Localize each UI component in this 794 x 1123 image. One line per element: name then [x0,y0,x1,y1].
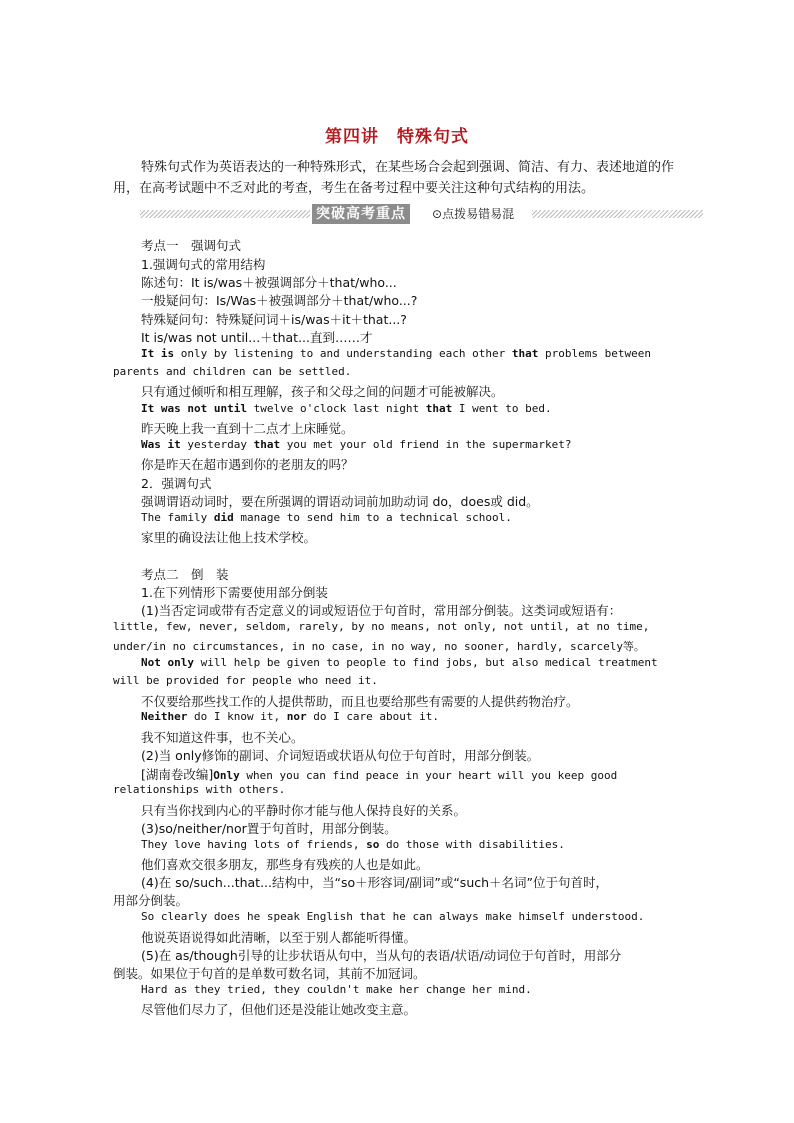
emphasis: Was it [141,438,181,451]
translation: 他说英语说得如此清晰，以至于别人都能听得懂。 [141,930,417,945]
body-line: little, few, never, seldom, rarely, by no means, not only, not until, at no time, [113,620,650,633]
text: I went to bed. [452,402,552,415]
example-sentence [141,710,439,723]
banner-hatch-left [140,210,310,218]
text: do I know it, [187,710,287,723]
translation: 他们喜欢交很多朋友，那些身有残疾的人也是如此。 [141,857,429,872]
example-sentence [141,402,552,415]
text: do those with disabilities. [379,838,565,851]
text: you met your old friend in the supermarket? [280,438,572,451]
text: only by listening to and understanding each other [174,347,512,360]
emphasis: nor [286,710,307,723]
example-sentence [141,656,658,669]
page-title: 第四讲 特殊句式 [325,127,469,147]
body-line: 用部分倒装。 [113,893,189,908]
translation: 不仅要给那些找工作的人提供帮助，而且也要给那些有需要的人提供药物治疗。 [141,694,579,709]
body-line: 一般疑问句：Is/Was＋被强调部分＋that/who...? [141,293,418,308]
translation: 我不知道这件事，也不关心。 [141,730,304,745]
sub-heading: 1.在下列情形下需要使用部分倒装 [141,585,328,600]
body-line: 特殊疑问句：特殊疑问词＋is/was＋it＋that...? [141,312,407,327]
target-icon: ⊙ [432,207,443,221]
section-banner [140,204,703,224]
text: problems between [538,347,651,360]
translation: 你是昨天在超市遇到你的老朋友的吗？ [141,457,354,472]
translation: 只有当你找到内心的平静时你才能与他人保持良好的关系。 [141,803,467,818]
section-heading-emphasis: 考点一 强调句式 [141,238,242,253]
source-tag: [湖南卷改编] [141,767,214,782]
translation: 家里的确设法让他上技术学校。 [141,530,317,545]
banner-main-label: 突破高考重点 [312,204,410,224]
body-line: under/in no circumstances, in no case, in no way, no sooner, hardly, scarcely等。 [113,640,645,653]
example-sentence: will be provided for people who need it. [113,674,378,687]
body-line: 强调谓语动词时，要在所强调的谓语动词前加助动词 do，does或 did。 [141,494,539,509]
text: They love having lots of friends, [141,838,367,851]
text: when you can find peace in your heart will you keep good [239,769,618,782]
emphasis: that [511,347,539,360]
text: The family [141,511,214,524]
text: twelve o'clock last night [246,402,426,415]
example-sentence: relationships with others. [113,783,286,796]
example-sentence: Hard as they tried, they couldn't make her change her mind. [141,983,532,996]
sub-heading: 1.强调句式的常用结构 [141,257,266,272]
example-sentence [141,438,572,451]
emphasis: did [213,511,234,524]
emphasis: It is [141,347,175,360]
text: do I care about it. [306,710,440,723]
emphasis: that [253,438,281,451]
emphasis: It was not until [141,402,247,415]
emphasis: Only [213,769,240,782]
section-heading-inversion: 考点二 倒 装 [141,567,229,582]
example-sentence [141,765,617,783]
body-line: (1)当否定词或带有否定意义的词或短语位于句首时，常用部分倒装。这类词或短语有： [141,603,622,618]
example-sentence [141,511,512,524]
banner-sub-label: 点拨易错易混 [442,207,515,221]
example-sentence [141,838,565,851]
emphasis: Not only [141,656,194,669]
body-line: (5)在 as/though引导的让步状语从句中，当从句的表语/状语/动词位于句首时，用部分 [141,948,622,963]
example-sentence: So clearly does he speak English that he can always make himself understood. [141,910,645,923]
emphasis: Neither [141,710,188,723]
emphasis: that [425,402,453,415]
banner-hatch-right [532,210,703,218]
translation: 尽管他们尽力了，但他们还是没能让她改变主意。 [141,1002,417,1017]
body-line: 陈述句：It is/was＋被强调部分＋that/who... [141,275,397,290]
sub-heading: 2．强调句式 [141,476,212,491]
body-line: (4)在 so/such...that...结构中，当“so＋形容词/副词”或“such＋名词”位于句首时， [141,875,609,890]
example-sentence [141,347,651,360]
body-line: (3)so/neither/nor置于句首时，用部分倒装。 [141,821,397,836]
banner-sub [429,204,517,224]
text: yesterday [180,438,254,451]
emphasis: so [366,838,380,851]
body-line: (2)当 only修饰的副词、介词短语或状语从句位于句首时，用部分倒装。 [141,748,540,763]
text: will help be given to people to find jobs, but also medical treatment [193,656,658,669]
body-line: 倒装。如果位于句首的是单数可数名词，其前不加冠词。 [113,966,426,981]
translation: 昨天晚上我一直到十二点才上床睡觉。 [141,421,354,436]
translation: 只有通过倾听和相互理解，孩子和父母之间的问题才可能被解决。 [141,384,504,399]
example-sentence: parents and children can be settled. [113,365,352,378]
intro-paragraph: 特殊句式作为英语表达的一种特殊形式，在某些场合会起到强调、简洁、有力、表述地道的作用，在高考试题中不乏对此的考查，考生在备考过程中要关注这种句式结构的用法。 [113,160,675,196]
body-line: It is/was not until...＋that...直到……才 [141,330,373,345]
text: manage to send him to a technical school. [233,511,512,524]
